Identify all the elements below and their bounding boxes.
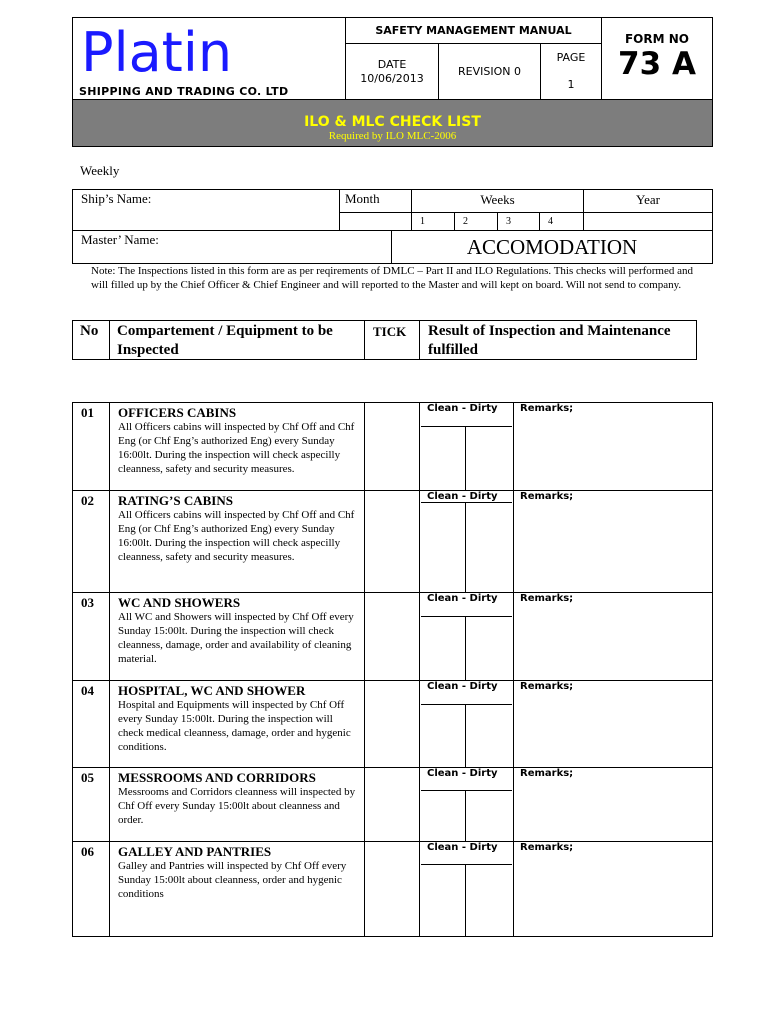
clean-dirty-label: Clean - Dirty <box>427 842 498 853</box>
date-value: 10/06/2013 <box>360 72 424 85</box>
remarks-cell[interactable] <box>513 592 713 681</box>
divider <box>421 426 512 427</box>
remarks-label: Remarks; <box>520 842 574 853</box>
item-number: 03 <box>72 592 110 681</box>
compartment-title: MESSROOMS AND CORRIDORS <box>118 770 316 785</box>
remarks-label: Remarks; <box>520 681 574 692</box>
remarks-label: Remarks; <box>520 403 574 414</box>
divider <box>421 704 512 705</box>
compartment-title: WC AND SHOWERS <box>118 595 241 610</box>
instructions-note: Note: The Inspections listed in this form are as per reqirements of DMLC – Part II and ILO Regulations. This checks will performed and will filled up by the Chief Officer & Chief Engineer and will reported to the Master and will kept on board. Will not send to company. <box>91 265 694 291</box>
compartment-title: RATING’S CABINS <box>118 493 233 508</box>
clean-dirty-cell[interactable] <box>419 592 514 681</box>
column-header-tick: TICK <box>364 320 420 360</box>
banner-title: ILO & MLC CHECK LIST <box>304 114 481 130</box>
remarks-cell[interactable] <box>513 490 713 593</box>
manual-title: SAFETY MANAGEMENT MANUAL <box>345 17 602 44</box>
divider <box>421 864 512 865</box>
tick-cell[interactable] <box>364 490 420 593</box>
compartment-cell <box>109 592 365 681</box>
tick-cell[interactable] <box>364 592 420 681</box>
month-field[interactable] <box>339 189 412 231</box>
tick-cell[interactable] <box>364 402 420 491</box>
tick-cell[interactable] <box>364 767 420 842</box>
compartment-cell <box>109 402 365 491</box>
form-number-cell <box>601 17 713 100</box>
divider <box>465 704 466 767</box>
compartment-title: HOSPITAL, WC AND SHOWER <box>118 683 306 698</box>
compartment-description: Galley and Pantries will inspected by Chf Off every Sunday 15:00lt about cleanness, order and hygenic conditions <box>118 860 347 900</box>
tick-cell[interactable] <box>364 680 420 768</box>
year-field[interactable] <box>583 212 713 231</box>
banner-subtitle: Required by ILO MLC-2006 <box>328 130 457 142</box>
clean-dirty-label: Clean - Dirty <box>427 491 498 502</box>
column-header-compartment: Compartement / Equipment to be Inspected <box>109 320 365 360</box>
year-header: Year <box>583 189 713 213</box>
ship-name-label: Ship’s Name: <box>81 191 152 206</box>
item-number: 06 <box>72 841 110 937</box>
revision-cell: REVISION 0 <box>438 43 541 100</box>
frequency-label: Weekly <box>80 163 120 178</box>
clean-dirty-cell[interactable] <box>419 841 514 937</box>
remarks-cell[interactable] <box>513 767 713 842</box>
page-label: PAGE <box>556 51 586 64</box>
master-name-field[interactable] <box>72 230 392 264</box>
page-cell <box>540 43 602 100</box>
compartment-description: Messrooms and Corridors cleanness will inspected by Chf Off every Sunday 15:00lt about cleanness and order. <box>118 786 356 826</box>
divider <box>421 502 512 503</box>
compartment-cell <box>109 680 365 768</box>
week-1-cell[interactable]: 1 <box>411 212 455 231</box>
remarks-label: Remarks; <box>520 491 574 502</box>
page-number: 1 <box>567 78 575 91</box>
form-number: 73 A <box>618 46 696 82</box>
compartment-cell <box>109 767 365 842</box>
month-label: Month <box>345 191 380 206</box>
compartment-title: OFFICERS CABINS <box>118 405 237 420</box>
divider <box>465 864 466 936</box>
company-logo-cell <box>72 17 346 100</box>
item-number: 05 <box>72 767 110 842</box>
remarks-cell[interactable] <box>513 402 713 491</box>
date-label: DATE <box>377 58 407 71</box>
clean-dirty-cell[interactable] <box>419 402 514 491</box>
divider <box>421 616 512 617</box>
divider <box>339 212 412 213</box>
ship-name-field[interactable] <box>72 189 340 231</box>
compartment-cell <box>109 841 365 937</box>
clean-dirty-label: Clean - Dirty <box>427 768 498 779</box>
item-number: 02 <box>72 490 110 593</box>
column-header-result: Result of Inspection and Maintenance fulfilled <box>419 320 697 360</box>
divider <box>465 790 466 841</box>
divider <box>465 502 466 592</box>
compartment-description: Hospital and Equipments will inspected by Chf Off every Sunday 15:00lt. During the inspection will check medical cleanness, damage, order and hygenic conditions. <box>118 699 351 753</box>
compartment-title: GALLEY AND PANTRIES <box>118 844 272 859</box>
weeks-header: Weeks <box>411 189 584 213</box>
checklist-banner <box>72 99 713 147</box>
item-number: 01 <box>72 402 110 491</box>
section-title: ACCOMODATION <box>391 230 713 264</box>
week-3-cell[interactable]: 3 <box>497 212 540 231</box>
compartment-cell <box>109 490 365 593</box>
form-label: FORM NO <box>624 32 689 46</box>
week-2-cell[interactable]: 2 <box>454 212 498 231</box>
company-name: SHIPPING AND TRADING CO. LTD <box>79 85 289 98</box>
compartment-description: All WC and Showers will inspected by Chf Off every Sunday 15:00lt. During the inspection will check cleanness, damage, order and availability of cleaning material. <box>118 611 354 665</box>
remarks-cell[interactable] <box>513 841 713 937</box>
tick-cell[interactable] <box>364 841 420 937</box>
company-logo: Platin <box>81 21 233 84</box>
compartment-description: All Officers cabins will inspected by Chf Off and Chf Eng (or Chf Eng’s authorized Eng) every Sunday 16:00lt. During the inspection will check aspecilly cleanness, safety and security measures. <box>118 509 355 563</box>
divider <box>465 616 466 680</box>
remarks-cell[interactable] <box>513 680 713 768</box>
date-cell <box>345 43 439 100</box>
divider <box>465 426 466 490</box>
remarks-label: Remarks; <box>520 768 574 779</box>
clean-dirty-cell[interactable] <box>419 490 514 593</box>
clean-dirty-label: Clean - Dirty <box>427 403 498 414</box>
divider <box>421 790 512 791</box>
clean-dirty-cell[interactable] <box>419 767 514 842</box>
master-name-label: Master’ Name: <box>81 232 159 247</box>
clean-dirty-label: Clean - Dirty <box>427 681 498 692</box>
item-number: 04 <box>72 680 110 768</box>
compartment-description: All Officers cabins will inspected by Chf Off and Chf Eng (or Chf Eng’s authorized Eng) every Sunday 16:00lt. During the inspection will check aspecilly cleanness, safety and security measures. <box>118 421 355 475</box>
clean-dirty-cell[interactable] <box>419 680 514 768</box>
remarks-label: Remarks; <box>520 593 574 604</box>
week-4-cell[interactable]: 4 <box>539 212 584 231</box>
column-header-no: No <box>72 320 110 360</box>
clean-dirty-label: Clean - Dirty <box>427 593 498 604</box>
